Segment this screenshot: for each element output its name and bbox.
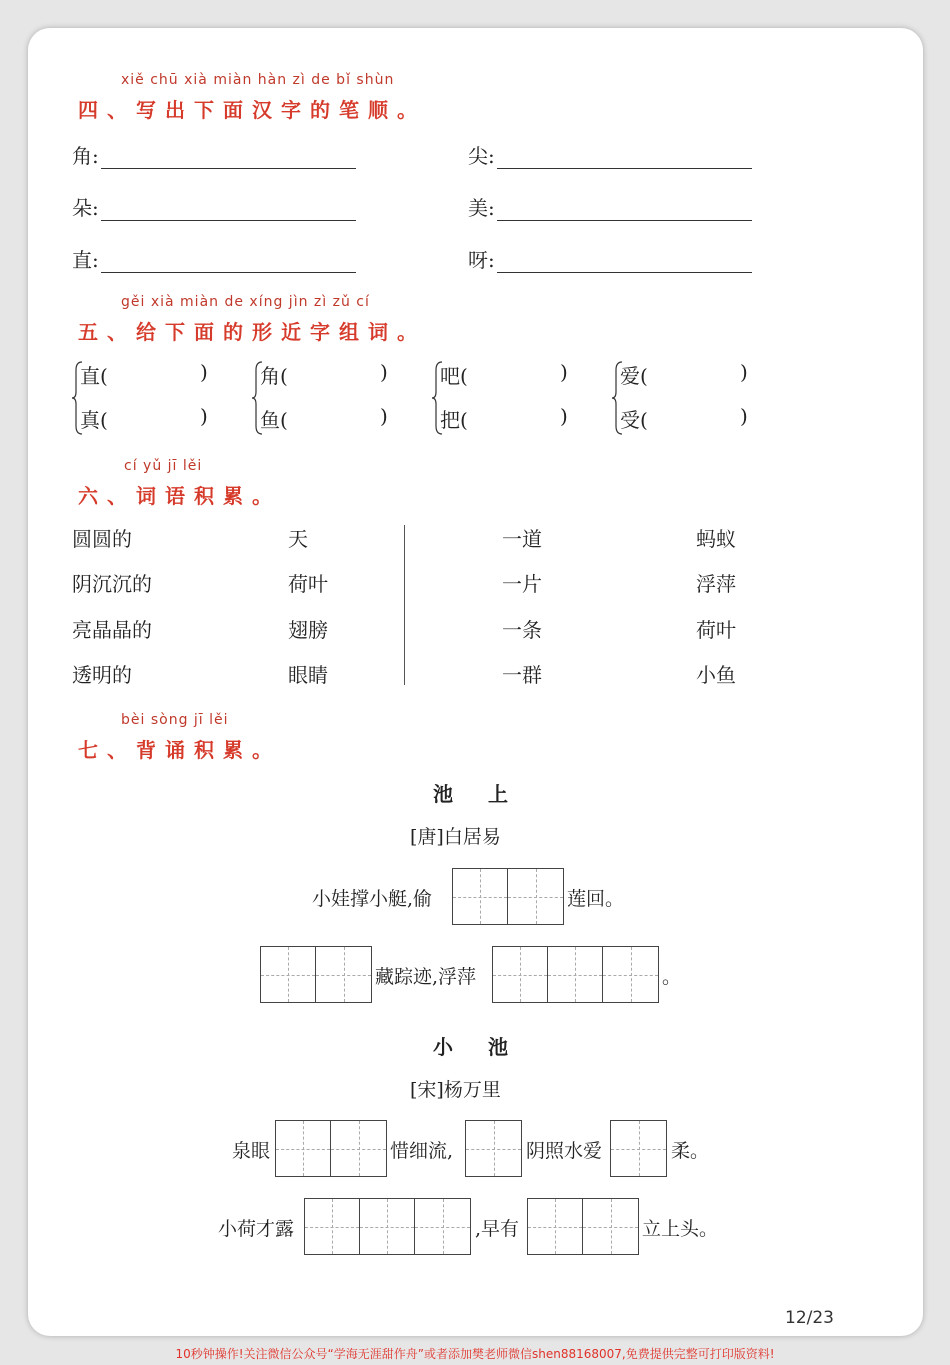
answer-grid[interactable] [465,1120,522,1177]
answer-line[interactable] [497,251,752,273]
stroke-char: 角: [72,144,99,168]
stroke-item [468,140,752,169]
paren-close: ) [740,404,748,428]
poem-text: 藏踪迹,浮萍 [375,966,477,988]
paren-close: ) [200,360,208,384]
word-item: 一道 [502,527,542,551]
stroke-item [72,192,356,221]
similar-char-top: 角( [260,364,288,388]
stroke-char: 尖: [468,144,495,168]
similar-char-group [72,358,252,438]
section7-pinyin: bèi sòng jī lěi [121,712,229,728]
poem-author: [宋]杨万里 [410,1079,501,1101]
word-item: 荷叶 [696,618,736,642]
section4-pinyin: xiě chū xià miàn hàn zì de bǐ shùn [121,72,395,88]
word-item: 透明的 [72,663,132,687]
stroke-item [468,244,752,273]
page-number: 12/23 [785,1308,834,1328]
answer-line[interactable] [497,199,752,221]
similar-char-bottom: 受( [620,408,648,432]
section4-title: 四、写出下面汉字的笔顺。 [78,98,426,122]
word-item: 天 [288,527,308,551]
answer-grid[interactable] [610,1120,667,1177]
paren-close: ) [560,360,568,384]
answer-grid[interactable] [260,946,372,1003]
poem-text: ,早有 [475,1218,520,1240]
similar-char-group [612,358,792,438]
poem-text: 立上头。 [642,1218,719,1240]
poem-text: 。 [662,966,682,988]
poem-text: 惜细流, [390,1140,454,1162]
word-item: 翅膀 [288,618,328,642]
word-item: 圆圆的 [72,527,132,551]
answer-grid[interactable] [275,1120,387,1177]
section6-pinyin: cí yǔ jī lěi [124,458,203,474]
word-item: 小鱼 [696,663,736,687]
answer-grid[interactable] [452,868,564,925]
similar-char-group [432,358,612,438]
poem-text: 莲回。 [567,888,625,910]
paren-close: ) [560,404,568,428]
stroke-char: 美: [468,196,495,220]
similar-char-top: 爱( [620,364,648,388]
answer-line[interactable] [101,251,356,273]
answer-grid[interactable] [304,1198,471,1255]
paren-close: ) [380,404,388,428]
word-item: 荷叶 [288,572,328,596]
answer-grid[interactable] [527,1198,639,1255]
word-item: 一片 [502,572,542,596]
paren-close: ) [200,404,208,428]
poem-author: [唐]白居易 [410,826,501,848]
poem-text: 柔。 [671,1140,710,1162]
section5-pinyin: gěi xià miàn de xíng jìn zì zǔ cí [121,294,370,310]
stroke-char: 呀: [468,248,495,272]
answer-line[interactable] [101,147,356,169]
similar-char-top: 吧( [440,364,468,388]
similar-char-top: 直( [80,364,108,388]
column-divider [404,525,405,685]
poem-text: 泉眼 [232,1140,271,1162]
answer-grid[interactable] [492,946,659,1003]
word-item: 蚂蚁 [696,527,736,551]
poem-text: 阴照水爱 [526,1140,603,1162]
similar-char-bottom: 把( [440,408,468,432]
answer-line[interactable] [497,147,752,169]
poem-title: 小 池 [433,1035,522,1059]
similar-char-bottom: 鱼( [260,408,288,432]
paren-close: ) [740,360,748,384]
answer-line[interactable] [101,199,356,221]
similar-char-bottom: 真( [80,408,108,432]
word-item: 眼睛 [288,663,328,687]
section7-title: 七、背诵积累。 [78,738,281,762]
stroke-item [72,140,356,169]
poem-text: 小荷才露 [218,1218,295,1240]
similar-char-group [252,358,432,438]
poem-title: 池 上 [433,782,522,806]
stroke-item [468,192,752,221]
paren-close: ) [380,360,388,384]
word-item: 一群 [502,663,542,687]
section5-title: 五、给下面的形近字组词。 [78,320,426,344]
word-item: 浮萍 [696,572,736,596]
word-item: 阴沉沉的 [72,572,152,596]
poem-text: 小娃撑小艇,偷 [312,888,433,910]
section6-title: 六、词语积累。 [78,484,281,508]
word-item: 亮晶晶的 [72,618,152,642]
footer-notice: 10秒钟操作!关注微信公众号“学海无涯甜作舟”或者添加樊老师微信shen88168007,免费提供完整可打印版资料! [175,1347,775,1361]
stroke-char: 朵: [72,196,99,220]
stroke-char: 直: [72,248,99,272]
word-item: 一条 [502,618,542,642]
stroke-item [72,244,356,273]
